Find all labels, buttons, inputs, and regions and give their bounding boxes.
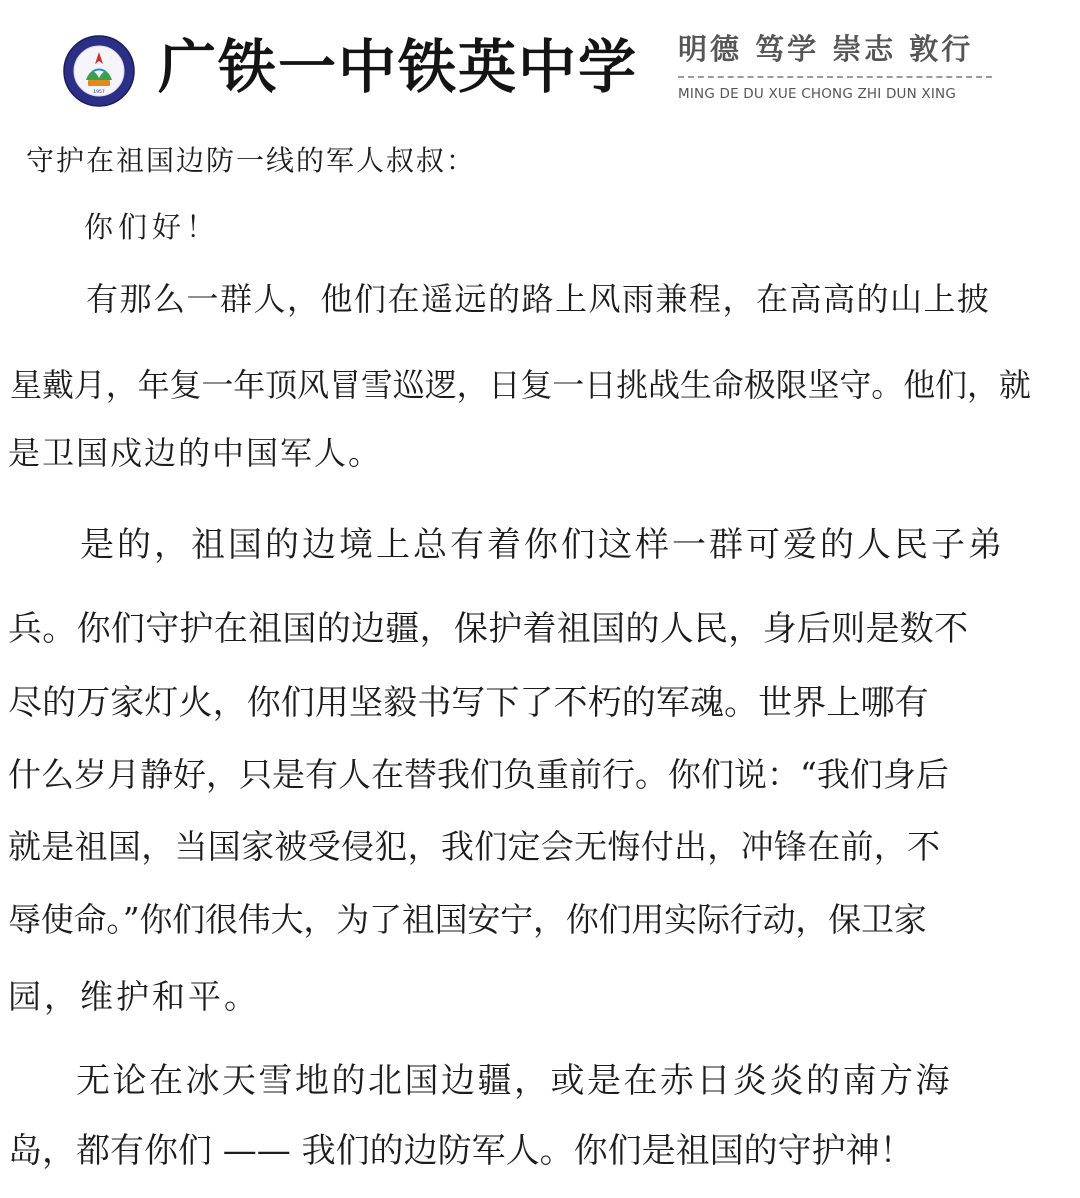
school-name: 广铁一中铁英中学 [158,33,639,101]
letter-line: 星戴月，年复一年顶风冒雪巡逻，日复一日挑战生命极限坚守。他们，就 [10,366,1031,404]
letter-line: 尽的万家灯火，你们用坚毅书写下了不朽的军魂。世界上哪有 [8,683,929,723]
letter-salutation: 守护在祖国边防一线的军人叔叔： [26,144,477,177]
letter-line: 什么岁月静好，只是有人在替我们负重前行。你们说：“我们身后 [8,755,949,794]
letter-line: 园，维护和平。 [8,977,260,1016]
school-motto: 明德 笃学 崇志 敦行 [678,32,974,66]
letter-line: 就是祖国，当国家被受侵犯，我们定会无悔付出，冲锋在前，不 [8,827,941,866]
school-logo [62,34,136,108]
letter-line: 是的，祖国的边境上总有着你们这样一群可爱的人民子弟 [80,525,1005,565]
letter-line: 是卫国戍边的中国军人。 [8,434,383,472]
letter-line: 无论在冰天雪地的北国边疆，或是在赤日炎炎的南方海 [76,1061,952,1101]
letter-line: 辱使命。”你们很伟大，为了祖国安宁，你们用实际行动，保卫家 [8,900,927,939]
letter-line: 岛，都有你们 —— 我们的边防军人。你们是祖国的守护神！ [8,1131,914,1171]
letter-greeting: 你们好！ [84,210,221,244]
letterhead [0,0,1080,125]
motto-divider [678,76,992,78]
motto-pinyin: MING DE DU XUE CHONG ZHI DUN XING [678,86,956,102]
letter-line: 兵。你们守护在祖国的边疆，保护着祖国的人民，身后则是数不 [8,609,969,649]
letter-line: 有那么一群人，他们在遥远的路上风雨兼程，在高高的山上披 [86,280,991,318]
logo-year: 1957 [93,90,105,95]
